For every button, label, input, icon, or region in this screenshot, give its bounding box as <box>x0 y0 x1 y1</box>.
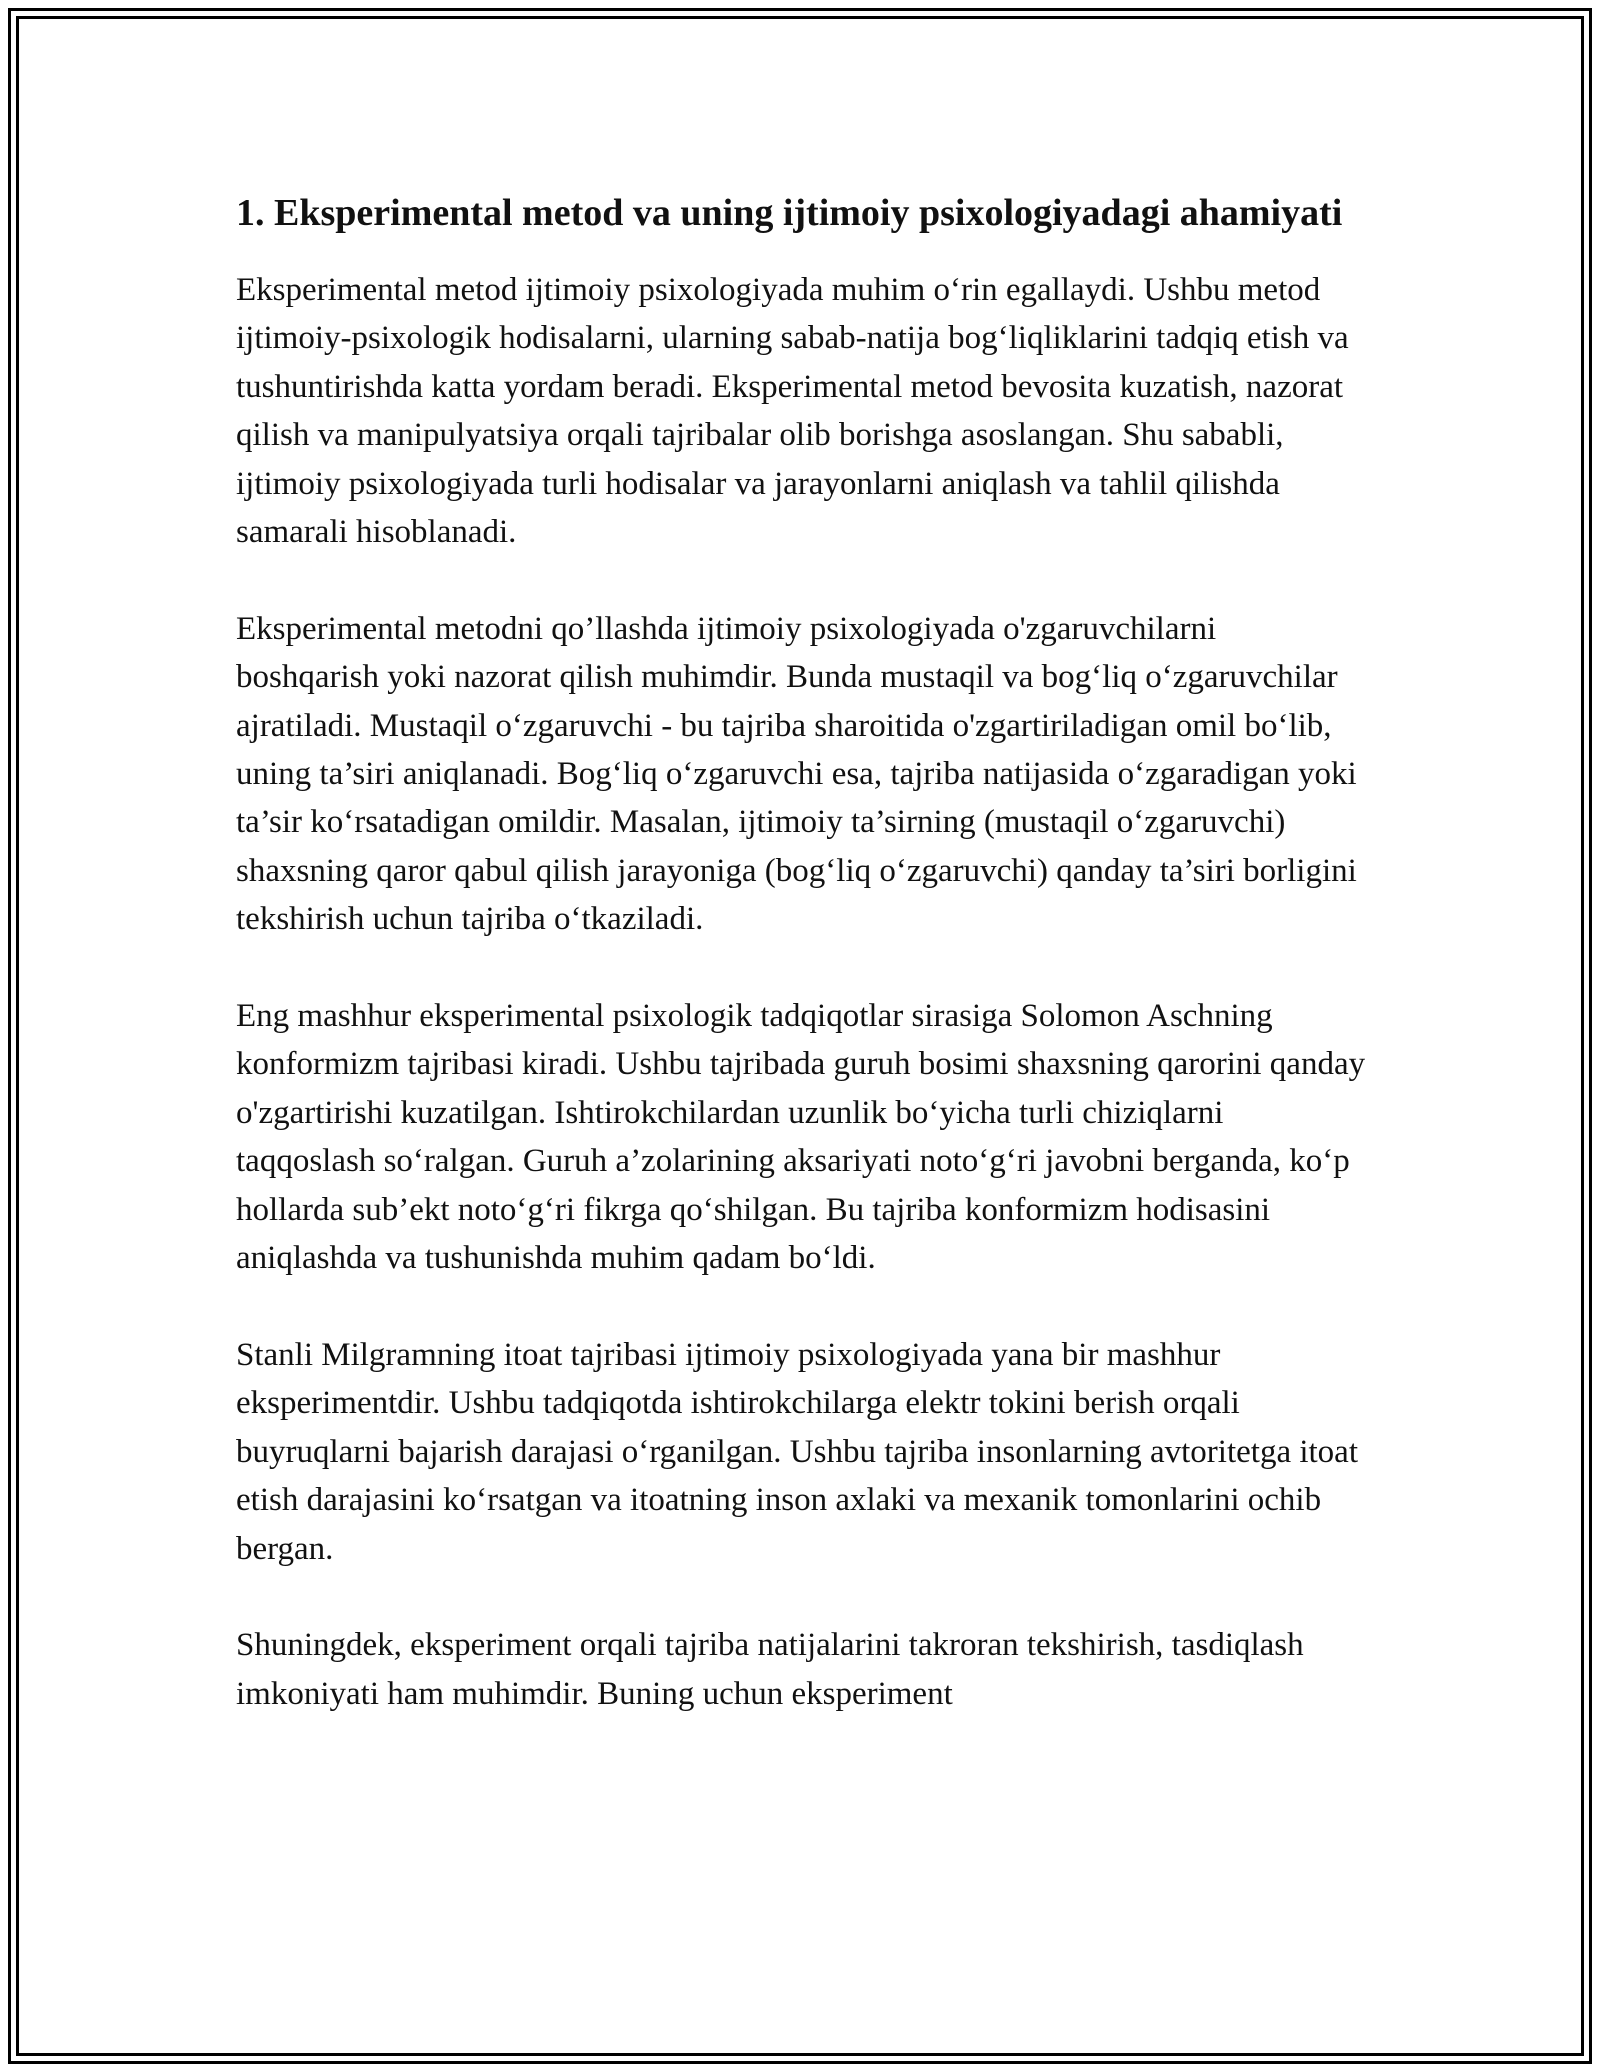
document-body <box>236 186 1366 1718</box>
paragraph-replication: Shuningdek, eksperiment orqali tajriba natijalarini takroran tekshirish, tasdiqlash imkoniyati ham muhimdir. Buning uchun eksperiment <box>236 1627 1304 1712</box>
paragraph-intro: Eksperimental metod ijtimoiy psixologiyada muhim o‘rin egallaydi. Ushbu metod ijtimoiy-psixologik hodisalarni, ularning sabab-natija bog‘liqliklarini tadqiq etish va tushuntirishda katta yordam beradi. Eksperimental metod bevosita kuzatish, nazorat qilish va manipulyatsiya orqali tajribalar olib borishga asoslangan. Shu sababli, ijtimoiy psixologiyada turli hodisalar va jarayonlarni aniqlash va tahlil qilishda samarali hisoblanadi. <box>236 272 1349 551</box>
paragraph-asch-experiment: Eng mashhur eksperimental psixologik tadqiqotlar sirasiga Solomon Aschning konformizm tajribasi kiradi. Ushbu tajribada guruh bosimi shaxsning qarorini qanday o'zgartirishi kuzatilgan. Ishtirokchilardan uzunlik bo‘yicha turli chiziqlarni taqqoslash so‘ralgan. Guruh a’zolarining aksariyati noto‘g‘ri javobni berganda, ko‘p hollarda sub’ekt noto‘g‘ri fikrga qo‘shilgan. Bu tajriba konformizm hodisasini aniqlashda va tushunishda muhim qadam bo‘ldi. <box>236 998 1366 1277</box>
paragraph-variables: Eksperimental metodni qo’llashda ijtimoiy psixologiyada o'zgaruvchilarni boshqarish yoki nazorat qilish muhimdir. Bunda mustaqil va bog‘liq o‘zgaruvchilar ajratiladi. Mustaqil o‘zgaruvchi - bu tajriba sharoitida o'zgartiriladigan omil bo‘lib, uning ta’siri aniqlanadi. Bog‘liq o‘zgaruvchi esa, tajriba natijasida o‘zgaradigan yoki ta’sir ko‘rsatadigan omildir. Masalan, ijtimoiy ta’sirning (mustaqil o‘zgaruvchi) shaxsning qaror qabul qilish jarayoniga (bog‘liq o‘zgaruvchi) qanday ta’siri borligini tekshirish uchun tajriba o‘tkaziladi. <box>236 610 1357 938</box>
paragraph-milgram-experiment: Stanli Milgramning itoat tajribasi ijtimoiy psixologiyada yana bir mashhur eksperimentdir. Ushbu tadqiqotda ishtirokchilarga elektr tokini berish orqali buyruqlarni bajarish darajasi o‘rganilgan. Ushbu tajriba insonlarning avtoritetga itoat etish darajasini ko‘rsatgan va itoatning inson axlaki va mexanik tomonlarini ochib bergan. <box>236 1336 1358 1567</box>
section-heading: 1. Eksperimental metod va uning ijtimoiy psixologiyadagi ahamiyati <box>236 192 1343 234</box>
